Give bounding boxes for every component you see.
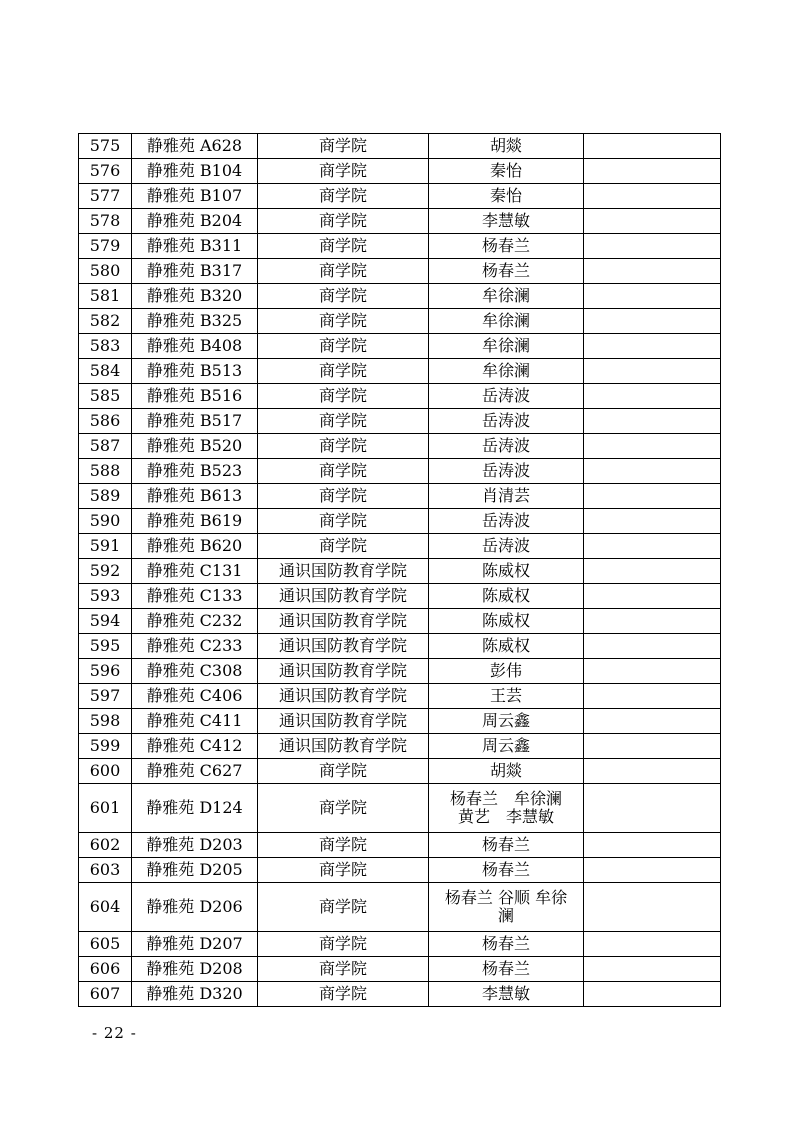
staff-names: 岳涛波 [481, 536, 530, 555]
staff-cell [429, 509, 584, 534]
table-row [79, 384, 721, 409]
note-cell [584, 534, 721, 559]
staff-names: 陈威权 [481, 611, 530, 630]
row-number-cell: 588 [79, 459, 132, 484]
table-row [79, 833, 721, 858]
note-cell [584, 234, 721, 259]
staff-cell [429, 459, 584, 484]
college-cell: 商学院 [258, 359, 429, 384]
staff-cell [429, 234, 584, 259]
room-cell: 静雅苑 C627 [132, 759, 258, 784]
staff-cell [429, 833, 584, 858]
dormitory-assignment-table [78, 133, 721, 1007]
staff-names: 周云鑫 [481, 736, 530, 755]
row-number-cell: 602 [79, 833, 132, 858]
room-cell: 静雅苑 C412 [132, 734, 258, 759]
staff-names: 杨春兰 [481, 261, 530, 280]
room-cell: 静雅苑 B619 [132, 509, 258, 534]
note-cell [584, 734, 721, 759]
room-cell: 静雅苑 C233 [132, 634, 258, 659]
staff-cell [429, 359, 584, 384]
row-number-cell: 577 [79, 184, 132, 209]
note-cell [584, 932, 721, 957]
college-cell: 商学院 [258, 957, 429, 982]
staff-cell [429, 709, 584, 734]
note-cell [584, 584, 721, 609]
note-cell [584, 359, 721, 384]
college-cell: 商学院 [258, 784, 429, 833]
note-cell [584, 634, 721, 659]
staff-names: 陈威权 [481, 636, 530, 655]
staff-names: 牟徐澜 [481, 286, 530, 305]
staff-names: 李慧敏 [481, 211, 530, 230]
note-cell [584, 209, 721, 234]
staff-cell [429, 159, 584, 184]
table-row [79, 459, 721, 484]
room-cell: 静雅苑 B320 [132, 284, 258, 309]
staff-names: 李慧敏 [481, 984, 530, 1003]
note-cell [584, 134, 721, 159]
staff-cell [429, 534, 584, 559]
table-row [79, 234, 721, 259]
staff-cell [429, 209, 584, 234]
row-number-cell: 595 [79, 634, 132, 659]
table-row [79, 559, 721, 584]
staff-cell [429, 883, 584, 932]
college-cell: 商学院 [258, 833, 429, 858]
staff-names: 岳涛波 [481, 461, 530, 480]
table-row [79, 334, 721, 359]
college-cell: 通识国防教育学院 [258, 709, 429, 734]
table-row [79, 734, 721, 759]
staff-names: 杨春兰 谷顺 牟徐澜 [444, 888, 568, 925]
note-cell [584, 184, 721, 209]
room-cell: 静雅苑 C308 [132, 659, 258, 684]
table-row [79, 932, 721, 957]
row-number-cell: 579 [79, 234, 132, 259]
staff-names: 秦怡 [489, 161, 522, 180]
note-cell [584, 384, 721, 409]
staff-names: 杨春兰 [481, 959, 530, 978]
staff-cell [429, 784, 584, 833]
table-row [79, 359, 721, 384]
college-cell: 商学院 [258, 334, 429, 359]
room-cell: 静雅苑 D207 [132, 932, 258, 957]
staff-cell [429, 409, 584, 434]
college-cell: 商学院 [258, 982, 429, 1007]
staff-names: 牟徐澜 [481, 336, 530, 355]
staff-cell [429, 609, 584, 634]
room-cell: 静雅苑 B620 [132, 534, 258, 559]
college-cell: 通识国防教育学院 [258, 634, 429, 659]
staff-names: 秦怡 [489, 186, 522, 205]
note-cell [584, 459, 721, 484]
table-row [79, 509, 721, 534]
note-cell [584, 982, 721, 1007]
staff-names: 胡燚 [489, 761, 522, 780]
row-number-cell: 598 [79, 709, 132, 734]
room-cell: 静雅苑 B516 [132, 384, 258, 409]
staff-cell [429, 134, 584, 159]
college-cell: 商学院 [258, 858, 429, 883]
table-row [79, 759, 721, 784]
college-cell: 通识国防教育学院 [258, 659, 429, 684]
staff-names: 岳涛波 [481, 386, 530, 405]
staff-names: 杨春兰 [481, 236, 530, 255]
room-cell: 静雅苑 B520 [132, 434, 258, 459]
note-cell [584, 484, 721, 509]
college-cell: 商学院 [258, 409, 429, 434]
room-cell: 静雅苑 B523 [132, 459, 258, 484]
table-row [79, 309, 721, 334]
room-cell: 静雅苑 A628 [132, 134, 258, 159]
table-row [79, 159, 721, 184]
row-number-cell: 575 [79, 134, 132, 159]
row-number-cell: 591 [79, 534, 132, 559]
row-number-cell: 576 [79, 159, 132, 184]
row-number-cell: 607 [79, 982, 132, 1007]
row-number-cell: 605 [79, 932, 132, 957]
staff-cell [429, 982, 584, 1007]
college-cell: 商学院 [258, 184, 429, 209]
college-cell: 商学院 [258, 259, 429, 284]
row-number-cell: 578 [79, 209, 132, 234]
college-cell: 商学院 [258, 759, 429, 784]
row-number-cell: 599 [79, 734, 132, 759]
room-cell: 静雅苑 D208 [132, 957, 258, 982]
staff-cell [429, 284, 584, 309]
room-cell: 静雅苑 D203 [132, 833, 258, 858]
college-cell: 商学院 [258, 883, 429, 932]
room-cell: 静雅苑 D205 [132, 858, 258, 883]
room-cell: 静雅苑 C232 [132, 609, 258, 634]
note-cell [584, 784, 721, 833]
staff-names: 岳涛波 [481, 411, 530, 430]
table-row [79, 634, 721, 659]
row-number-cell: 587 [79, 434, 132, 459]
row-number-cell: 583 [79, 334, 132, 359]
note-cell [584, 409, 721, 434]
table-row [79, 134, 721, 159]
room-cell: 静雅苑 B107 [132, 184, 258, 209]
room-cell: 静雅苑 C406 [132, 684, 258, 709]
table-row [79, 209, 721, 234]
staff-cell [429, 384, 584, 409]
staff-names: 岳涛波 [481, 436, 530, 455]
row-number-cell: 597 [79, 684, 132, 709]
row-number-cell: 590 [79, 509, 132, 534]
room-cell: 静雅苑 D320 [132, 982, 258, 1007]
page-number: - 22 - [92, 1024, 137, 1042]
note-cell [584, 284, 721, 309]
college-cell: 通识国防教育学院 [258, 684, 429, 709]
note-cell [584, 709, 721, 734]
table-row [79, 684, 721, 709]
row-number-cell: 589 [79, 484, 132, 509]
college-cell: 通识国防教育学院 [258, 734, 429, 759]
row-number-cell: 600 [79, 759, 132, 784]
table-row [79, 883, 721, 932]
staff-names: 周云鑫 [481, 711, 530, 730]
row-number-cell: 584 [79, 359, 132, 384]
table-row [79, 709, 721, 734]
note-cell [584, 759, 721, 784]
room-cell: 静雅苑 B325 [132, 309, 258, 334]
note-cell [584, 159, 721, 184]
room-cell: 静雅苑 C411 [132, 709, 258, 734]
room-cell: 静雅苑 B408 [132, 334, 258, 359]
table-row [79, 784, 721, 833]
staff-names: 杨春兰 牟徐澜 黄艺 李慧敏 [449, 789, 579, 826]
room-cell: 静雅苑 B513 [132, 359, 258, 384]
room-cell: 静雅苑 C131 [132, 559, 258, 584]
staff-names: 牟徐澜 [481, 361, 530, 380]
room-cell: 静雅苑 B104 [132, 159, 258, 184]
staff-names: 陈威权 [481, 561, 530, 580]
row-number-cell: 582 [79, 309, 132, 334]
note-cell [584, 559, 721, 584]
note-cell [584, 509, 721, 534]
room-cell: 静雅苑 C133 [132, 584, 258, 609]
staff-cell [429, 434, 584, 459]
staff-names: 王芸 [489, 686, 522, 705]
note-cell [584, 833, 721, 858]
row-number-cell: 604 [79, 883, 132, 932]
staff-cell [429, 734, 584, 759]
table-row [79, 609, 721, 634]
staff-cell [429, 659, 584, 684]
note-cell [584, 684, 721, 709]
college-cell: 商学院 [258, 534, 429, 559]
note-cell [584, 883, 721, 932]
staff-names: 肖清芸 [481, 486, 530, 505]
note-cell [584, 309, 721, 334]
row-number-cell: 586 [79, 409, 132, 434]
staff-cell [429, 932, 584, 957]
table-row [79, 409, 721, 434]
table-row [79, 584, 721, 609]
staff-cell [429, 858, 584, 883]
staff-cell [429, 259, 584, 284]
staff-cell [429, 559, 584, 584]
note-cell [584, 858, 721, 883]
note-cell [584, 659, 721, 684]
staff-cell [429, 484, 584, 509]
room-cell: 静雅苑 D206 [132, 883, 258, 932]
table-row [79, 982, 721, 1007]
staff-names: 彭伟 [489, 661, 522, 680]
staff-cell [429, 957, 584, 982]
note-cell [584, 334, 721, 359]
college-cell: 商学院 [258, 209, 429, 234]
staff-names: 陈威权 [481, 586, 530, 605]
staff-names: 杨春兰 [481, 934, 530, 953]
table-body [79, 134, 721, 1007]
row-number-cell: 596 [79, 659, 132, 684]
college-cell: 商学院 [258, 509, 429, 534]
row-number-cell: 601 [79, 784, 132, 833]
table-row [79, 184, 721, 209]
staff-cell [429, 184, 584, 209]
table-row [79, 534, 721, 559]
table-row [79, 858, 721, 883]
room-cell: 静雅苑 B317 [132, 259, 258, 284]
row-number-cell: 580 [79, 259, 132, 284]
room-cell: 静雅苑 B204 [132, 209, 258, 234]
room-cell: 静雅苑 D124 [132, 784, 258, 833]
row-number-cell: 593 [79, 584, 132, 609]
room-cell: 静雅苑 B613 [132, 484, 258, 509]
table-row [79, 484, 721, 509]
staff-cell [429, 759, 584, 784]
table-row [79, 957, 721, 982]
college-cell: 商学院 [258, 134, 429, 159]
row-number-cell: 592 [79, 559, 132, 584]
college-cell: 商学院 [258, 309, 429, 334]
table-row [79, 434, 721, 459]
table-row [79, 259, 721, 284]
row-number-cell: 581 [79, 284, 132, 309]
college-cell: 商学院 [258, 484, 429, 509]
college-cell: 商学院 [258, 434, 429, 459]
staff-cell [429, 584, 584, 609]
college-cell: 商学院 [258, 234, 429, 259]
note-cell [584, 259, 721, 284]
college-cell: 通识国防教育学院 [258, 584, 429, 609]
staff-cell [429, 309, 584, 334]
college-cell: 商学院 [258, 284, 429, 309]
staff-names: 牟徐澜 [481, 311, 530, 330]
row-number-cell: 603 [79, 858, 132, 883]
room-cell: 静雅苑 B311 [132, 234, 258, 259]
staff-cell [429, 684, 584, 709]
row-number-cell: 585 [79, 384, 132, 409]
row-number-cell: 594 [79, 609, 132, 634]
college-cell: 通识国防教育学院 [258, 559, 429, 584]
note-cell [584, 434, 721, 459]
table-row [79, 659, 721, 684]
room-cell: 静雅苑 B517 [132, 409, 258, 434]
college-cell: 通识国防教育学院 [258, 609, 429, 634]
staff-names: 杨春兰 [481, 835, 530, 854]
college-cell: 商学院 [258, 384, 429, 409]
staff-names: 胡燚 [489, 136, 522, 155]
college-cell: 商学院 [258, 159, 429, 184]
staff-names: 杨春兰 [481, 860, 530, 879]
note-cell [584, 957, 721, 982]
college-cell: 商学院 [258, 932, 429, 957]
staff-names: 岳涛波 [481, 511, 530, 530]
row-number-cell: 606 [79, 957, 132, 982]
college-cell: 商学院 [258, 459, 429, 484]
table-row [79, 284, 721, 309]
staff-cell [429, 634, 584, 659]
staff-cell [429, 334, 584, 359]
note-cell [584, 609, 721, 634]
